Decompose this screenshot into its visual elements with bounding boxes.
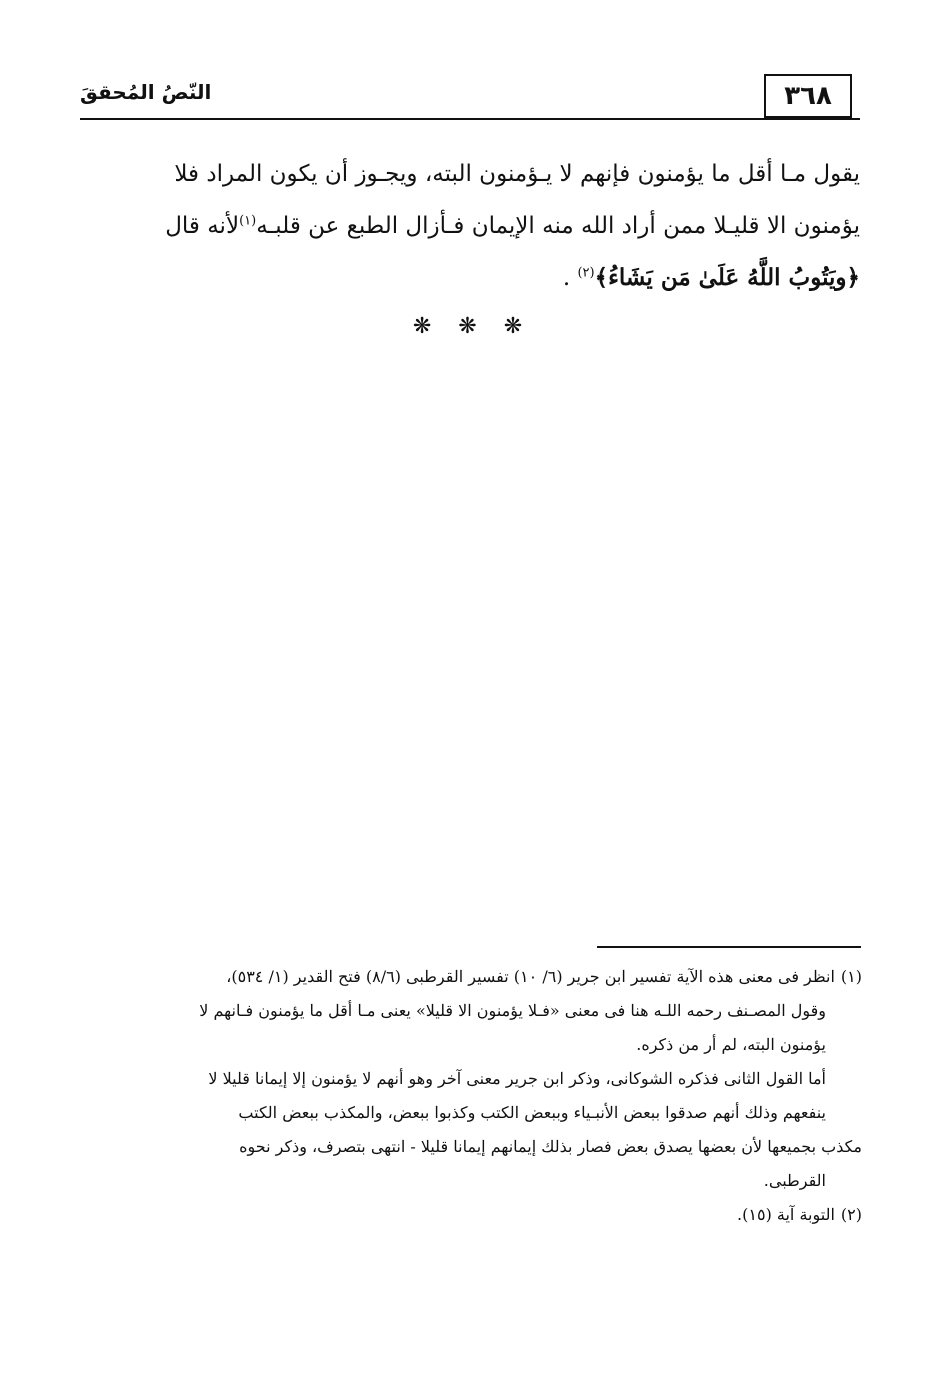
page-number-text: ٣٦٨	[784, 81, 832, 111]
footnote-ref-1[interactable]: (١)	[239, 213, 257, 229]
footnote-1-para2-line-1: أما القول الثانى فذكره الشوكانى، وذكر ابن جرير معنى آخر وهو أنهم لا يؤمنون إلا إيمانا قليلا لا	[208, 1069, 826, 1088]
footnotes	[80, 960, 862, 1232]
header-rule	[80, 118, 860, 120]
page-number	[764, 74, 852, 118]
main-text	[80, 148, 860, 304]
main-line-2-end: لأنه قال	[165, 213, 240, 239]
footnote-1-para2-line-3: مكذب بجميعها لأن بعضها يصدق بعض فصار بذلك إيمانهم إيمانا قليلا - انتهى بتصرف، وذكر نحوه	[239, 1137, 862, 1156]
footnote-ref-2[interactable]: (٢)	[577, 265, 595, 281]
footnote-1-text: انظر فى معنى هذه الآية تفسير ابن جرير (٦/ ١٠) تفسير القرطبى (٨/٦) فتح القدير (١/ ٥٣٤)،	[226, 967, 835, 986]
footnote-1-line-3: يؤمنون البته، لم أر من ذكره.	[636, 1035, 826, 1054]
footnote-2-text: التوبة آية (١٥).	[737, 1205, 835, 1224]
footnote-1-line-1	[80, 960, 862, 994]
footnote-1-para2-line-4: القرطبى.	[763, 1171, 826, 1190]
footnote-rule	[597, 946, 861, 948]
section-separator: ❋ ❋ ❋	[412, 314, 533, 339]
footnote-2	[80, 1198, 862, 1232]
main-line-3	[80, 252, 860, 304]
main-line-2	[80, 200, 860, 252]
main-line-1: يقول مـا أقل ما يؤمنون فإنهم لا يـؤمنون البته، ويجـوز أن يكون المراد فلا	[174, 161, 860, 187]
page-header	[80, 74, 860, 122]
footnote-1-label: (١)	[840, 967, 862, 986]
footnote-1-line-2: وقول المصـنف رحمه اللـه هنا فى معنى «فـلا يؤمنون الا قليلا» يعنى مـا أقل ما يؤمنون فـانهم لا	[199, 1001, 826, 1020]
footnote-2-label: (٢)	[840, 1205, 862, 1224]
main-line-2-text: يؤمنون الا قليـلا ممن أراد الله منه الإيمان فـأزال الطبع عن قلبـه	[256, 213, 860, 239]
quran-verse: ﴿ويَتُوبُ اللَّهُ عَلَىٰ مَن يَشَاءُ﴾	[594, 264, 860, 291]
running-head: النّصُ المُحققَ	[80, 80, 212, 104]
main-line-3-end: .	[562, 265, 578, 291]
footnote-1-para2-line-2: ينفعهم وذلك أنهم صدقوا ببعض الأنبـياء وببعض الكتب وكذبوا ببعض، والمكذب ببعض الكتب	[238, 1103, 826, 1122]
